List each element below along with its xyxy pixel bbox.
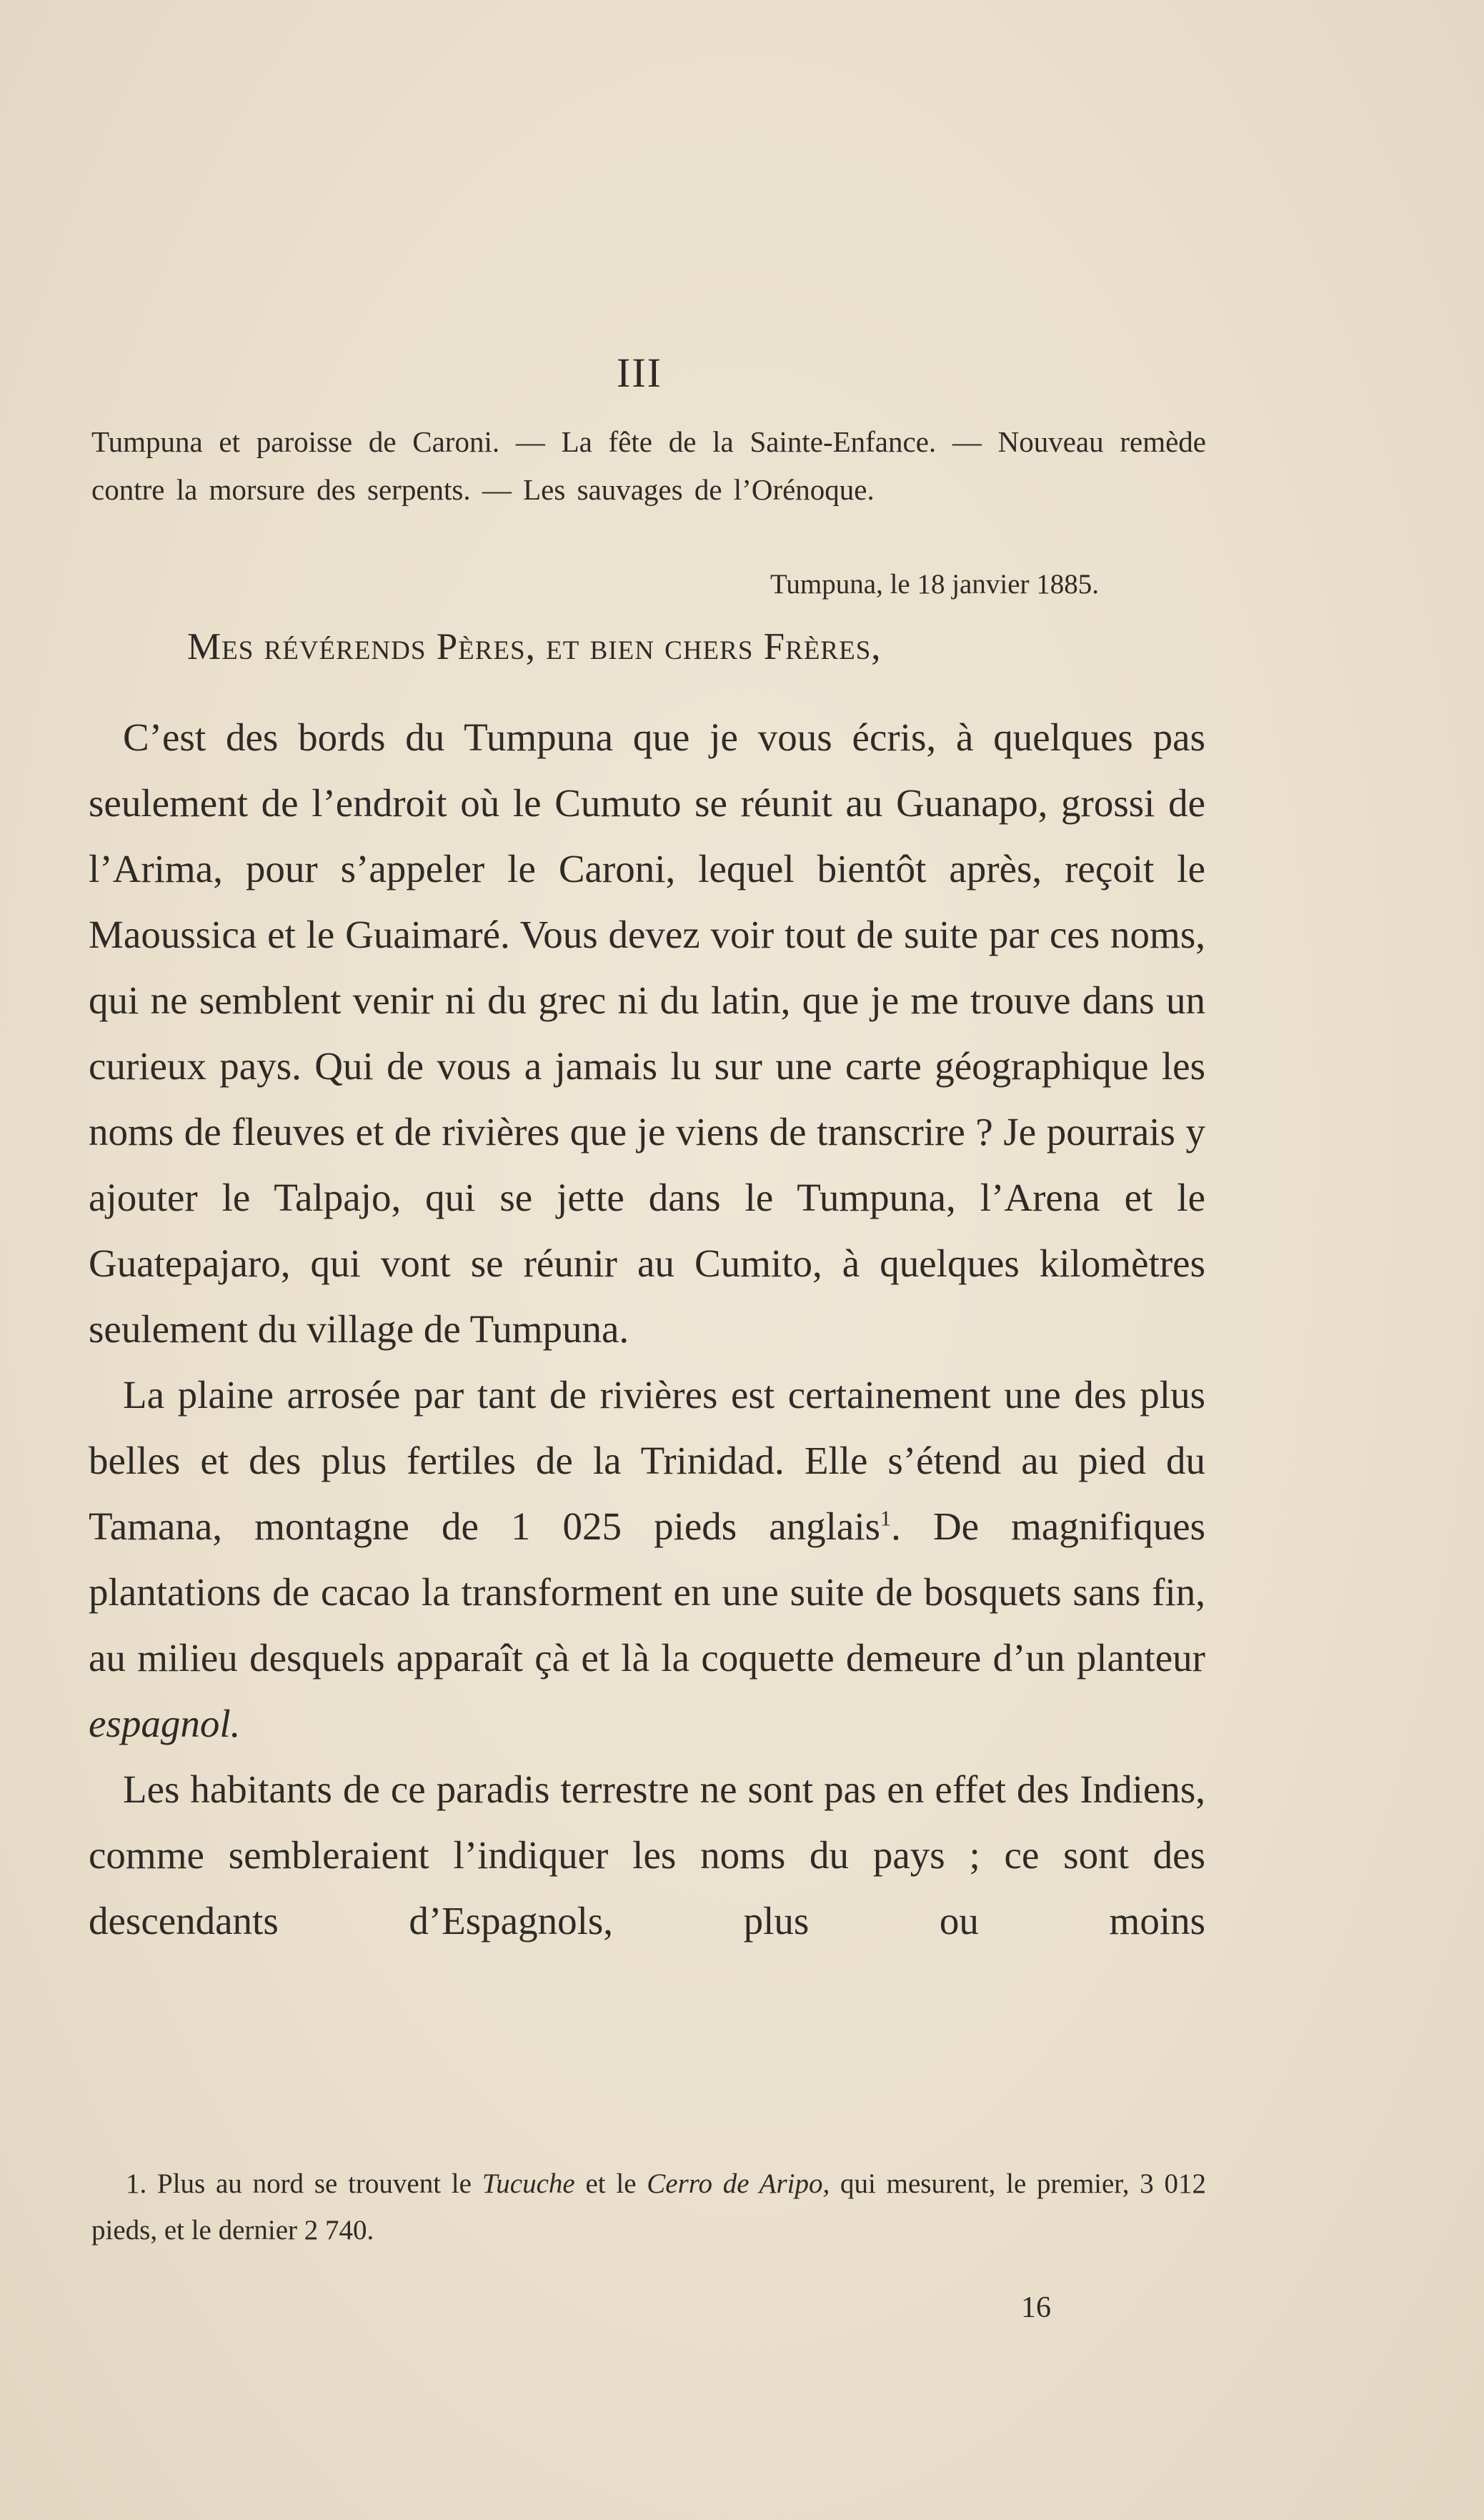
footnote-italic: Cerro de Aripo, [647,2168,830,2199]
letter-body [89,705,1205,1954]
paragraph: C’est des bords du Tumpuna que je vous écris, à quelques pas seulement de l’endroit où le Cumuto se réunit au Guanapo, grossi de l’Arima, pour s’appeler le Caroni, lequel bientôt après, reçoit le Maoussica et le Guaimaré. Vous devez voir tout de suite par ces noms, qui ne semblent venir ni du grec ni du latin, que je me trouve dans un curieux pays. Qui de vous a jamais lu sur une carte géographique les noms de fleuves et de rivières que je viens de transcrire ? Je pourrais y ajouter le Talpajo, qui se jette dans le Tumpuna, l’Arena et le Guatepajaro, qui vont se réunir au Cumito, à quelques kilomètres seulement du village de Tumpuna. [89,715,1205,1351]
italic-word: espagnol. [89,1702,241,1745]
letter-dateline: Tumpuna, le 18 janvier 1885. [770,569,1099,600]
letter-salutation: Mes révérends Pères, et bien chers Frères, [187,626,882,668]
footnote-text: et le [574,2168,647,2199]
footnote-text: qui mesurent, le premier, 3 012 pieds, et le dernier 2 740. [91,2168,1207,2246]
paragraph: Les habitants de ce paradis terrestre ne sont pas en effet des Indiens, comme sembleraient l’indiquer les noms du pays ; ce sont des descendants d’Espagnols, plus ou moins [89,1767,1205,1943]
chapter-summary: Tumpuna et paroisse de Caroni. — La fête de la Sainte-Enfance. — Nouveau remède contre la morsure des serpents. — Les sauvages de l’Orénoque. [91,425,1206,506]
footnote-italic: Tucuche [482,2168,575,2199]
page-number: 16 [1021,2291,1051,2324]
footnote-reference: 1 [880,1506,892,1531]
footnote-marker: 1. [126,2168,147,2199]
paragraph [89,1362,1205,1757]
paragraph-text: . De magnifiques plantations de cacao la transforment en une suite de bosquets sans fin, au milieu desquels apparaît çà et là la coquette demeure d’un planteur [89,1504,1206,1680]
chapter-number: III [617,349,662,396]
footnote-text: Plus au nord se trouvent le [146,2168,482,2199]
footnote [91,2161,1206,2253]
paragraph-text: La plaine arrosée par tant de rivières est certainement une des plus belles et des plus fertiles de la Trinidad. Elle s’étend au pied du Tamana, montagne de 1 025 pieds anglais [89,1373,1205,1548]
